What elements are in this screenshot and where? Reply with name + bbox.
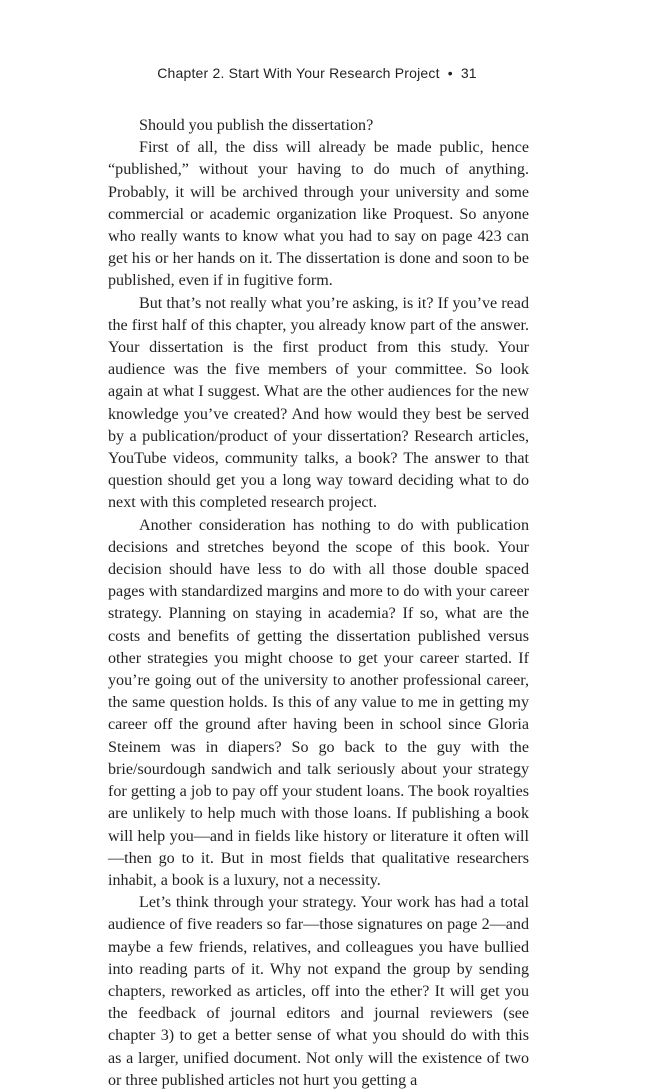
running-head bbox=[110, 65, 524, 81]
header-separator: • bbox=[447, 65, 453, 81]
body-text bbox=[108, 115, 529, 1092]
paragraph-not-really: But that’s not really what you’re asking, is it? If you’ve read the first half of this chapter, you already know part of the answer. Your dissertation is the first product from this study. Your audience was the five members of your committee. So look again at what I suggest. What are the other audiences for the new knowledge you’ve created? And how would they best be served by a publication/product of your dissertation? Research articles, YouTube videos, community talks, a book? The answer to that question should get you a long way toward deciding what to do next with this completed research project. bbox=[108, 294, 529, 512]
paragraph-question: Should you publish the dissertation? bbox=[139, 117, 374, 134]
paragraph-another-consideration: Another consideration has nothing to do with publication decisions and stretches beyond the scope of this book. Your decision should have less to do with all those double spaced pages with standardized margins and more to do with your career strategy. Planning on staying in academia? If so, what are the costs and benefits of getting the dissertation published versus other strategies you might choose to get your career started. If you’re going out of the university to another professional career, the same question holds. Is this of any value to me in getting my career off the ground after having been in school since Gloria Steinem was in diapers? So go back to the guy with the brie/sourdough sandwich and talk seriously about your strategy for getting a job to pay off your student loans. The book royalties are unlikely to help much with those loans. If publishing a book will help you—and in fields like history or literature it often will—then go to it. But in most fields that qualitative researchers inhabit, a book is a luxury, not a necessity. bbox=[108, 516, 529, 889]
chapter-title: Chapter 2. Start With Your Research Project bbox=[157, 65, 440, 81]
page-number: 31 bbox=[460, 65, 477, 81]
paragraph-strategy: Let’s think through your strategy. Your work has had a total audience of five readers so far—those signatures on page 2—and maybe a few friends, relatives, and colleagues you have bullied into reading parts of it. Why not expand the group by sending chapters, reworked as articles, off into the ether? It will get you the feedback of journal editors and journal reviewers (see chapter 3) to get a better sense of what you should do with this as a larger, unified document. Not only will the existence of two or three published articles not hurt you getting a bbox=[108, 894, 529, 1089]
paragraph-first-of-all: First of all, the diss will already be made public, hence “published,” without your having to do much of anything. Probably, it will be archived through your university and some commercial or academic organization like Proquest. So anyone who really wants to know what you had to say on page 423 can get his or her hands on it. The dissertation is done and soon to be published, even if in fugitive form. bbox=[108, 139, 529, 290]
